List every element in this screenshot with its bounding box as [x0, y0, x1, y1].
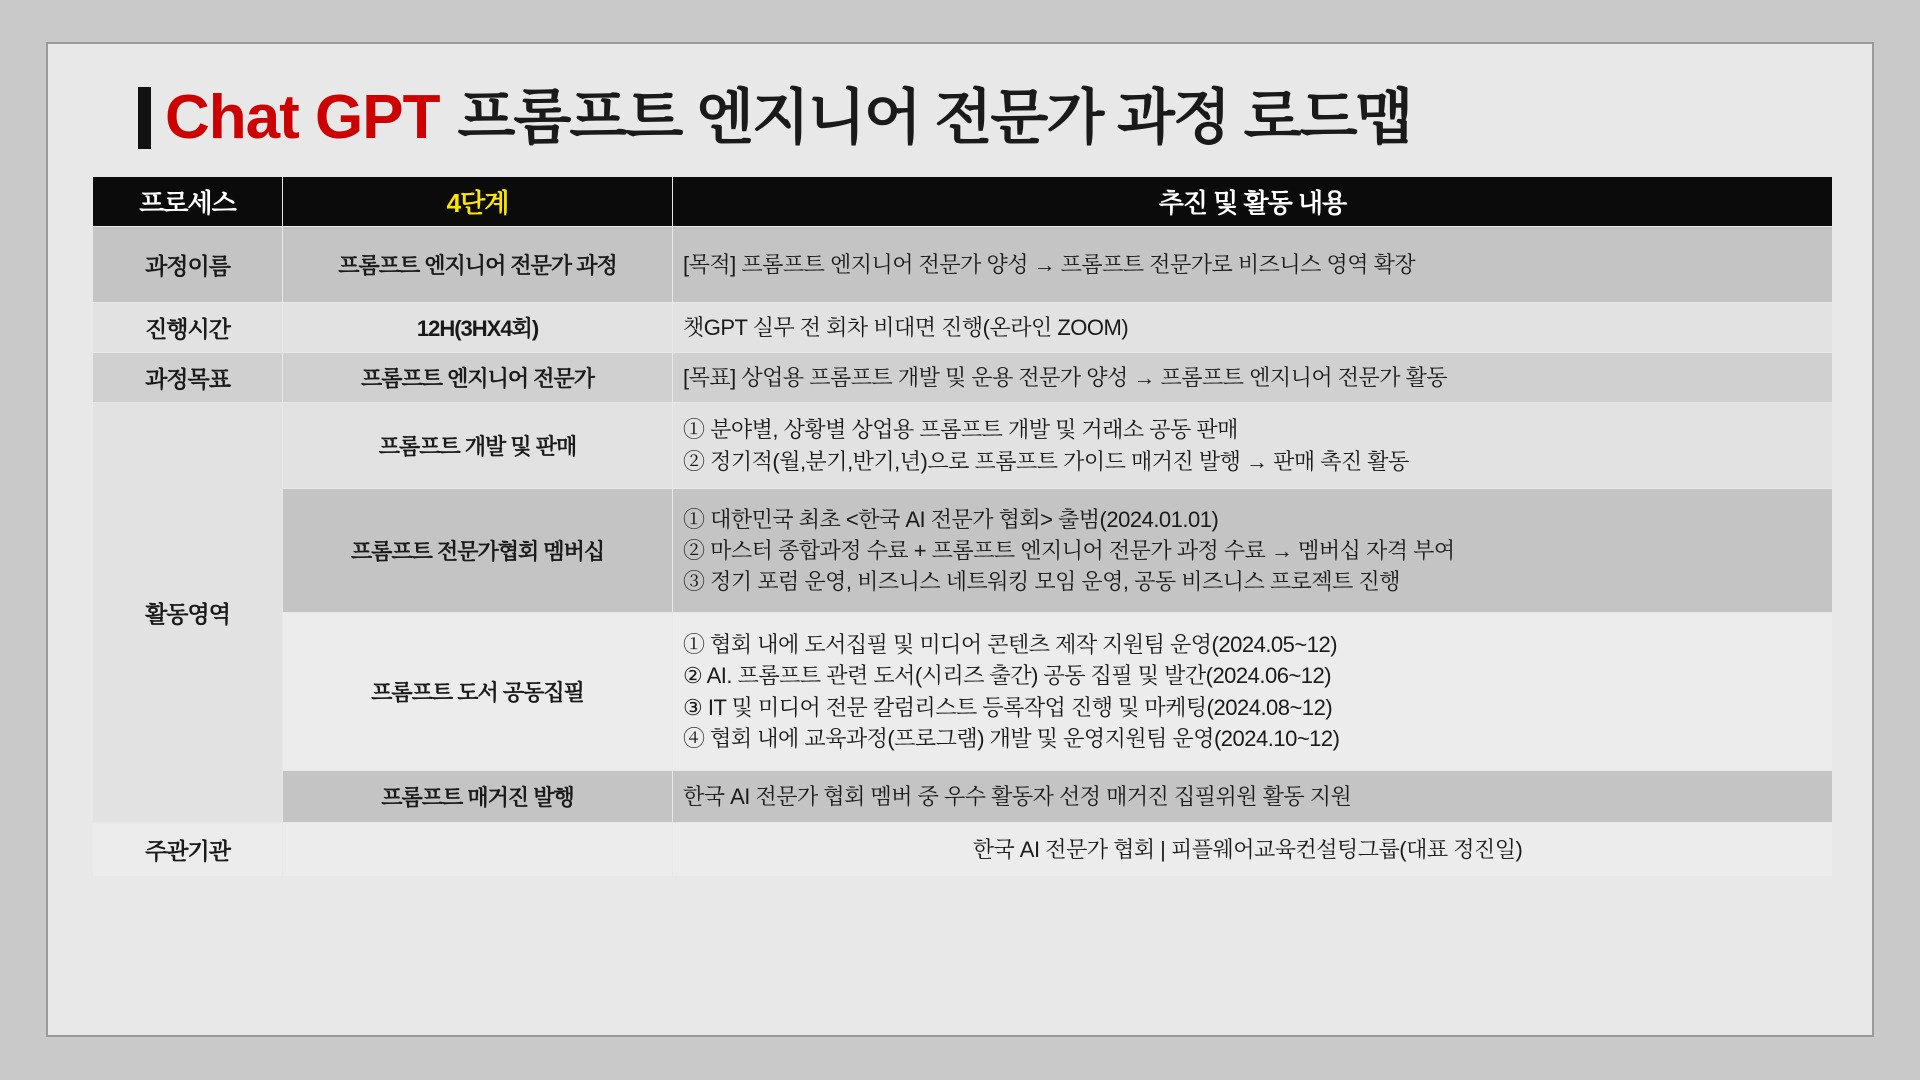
- content-line: ② AI. 프롬프트 관련 도서(시리즈 출간) 공동 집필 및 발간(2024.06~12): [683, 663, 1332, 689]
- row-content: [673, 613, 1833, 771]
- content-line: ① 대한민국 최초 <한국 AI 전문가 협회> 출범(2024.01.01): [683, 506, 1219, 532]
- row-content: [673, 303, 1833, 353]
- row-stage-label: 프롬프트 엔지니어 전문가 과정: [283, 227, 673, 303]
- row-process-label: 과정목표: [93, 353, 283, 403]
- row-stage-label: 프롬프트 전문가협회 멤버십: [283, 489, 673, 613]
- table-body: [93, 227, 1833, 877]
- roadmap-card: [46, 42, 1874, 1037]
- content-line: ③ IT 및 미디어 전문 칼럼리스트 등록작업 진행 및 마케팅(2024.08~12): [683, 694, 1333, 720]
- row-stage-label: 프롬프트 도서 공동집필: [283, 613, 673, 771]
- content-line: [목적] 프롬프트 엔지니어 전문가 양성 → 프롬프트 전문가로 비즈니스 영역 확장: [683, 251, 1416, 277]
- row-process-label-activity: 활동영역: [93, 403, 283, 823]
- table-row: [93, 227, 1833, 303]
- row-process-label: 주관기관: [93, 823, 283, 877]
- table-row: [93, 771, 1833, 823]
- content-line: [목표] 상업용 프롬프트 개발 및 운용 전문가 양성 → 프롬프트 엔지니어 전문가 활동: [683, 364, 1448, 390]
- table-row: [93, 303, 1833, 353]
- row-content: [673, 227, 1833, 303]
- row-process-label: 진행시간: [93, 303, 283, 353]
- row-content: [673, 403, 1833, 489]
- row-process-label: 과정이름: [93, 227, 283, 303]
- content-line: 한국 AI 전문가 협회 멤버 중 우수 활동자 선정 매거진 집필위원 활동 지원: [683, 783, 1352, 809]
- table-row: [93, 403, 1833, 489]
- table-row: [93, 489, 1833, 613]
- roadmap-table: [92, 176, 1833, 877]
- content-line: 한국 AI 전문가 협회 | 피플웨어교육컨설팅그룹(대표 정진일): [972, 836, 1523, 862]
- content-line: ② 마스터 종합과정 수료 + 프롬프트 엔지니어 전문가 과정 수료 → 멤버십 자격 부여: [683, 537, 1455, 563]
- table-header-row: [93, 177, 1833, 227]
- row-stage-label: 12H(3HX4회): [283, 303, 673, 353]
- title-brand: Chat GPT: [165, 83, 440, 152]
- row-stage-label: 프롬프트 매거진 발행: [283, 771, 673, 823]
- content-line: 챗GPT 실무 전 회차 비대면 진행(온라인 ZOOM): [683, 314, 1129, 340]
- row-stage-label: [283, 823, 673, 877]
- content-line: ③ 정기 포럼 운영, 비즈니스 네트워킹 모임 운영, 공동 비즈니스 프로젝트 진행: [683, 569, 1401, 595]
- row-content: [673, 489, 1833, 613]
- header-stage: 4단계: [283, 177, 673, 227]
- row-content: [673, 823, 1833, 877]
- header-process: 프로세스: [93, 177, 283, 227]
- content-line: ① 협회 내에 도서집필 및 미디어 콘텐츠 제작 지원팀 운영(2024.05~12): [683, 632, 1338, 658]
- content-line: ① 분야별, 상황별 상업용 프롬프트 개발 및 거래소 공동 판매: [683, 417, 1238, 443]
- header-content: 추진 및 활동 내용: [673, 177, 1833, 227]
- row-content: [673, 771, 1833, 823]
- content-line: ② 정기적(월,분기,반기,년)으로 프롬프트 가이드 매거진 발행 → 판매 촉진 활동: [683, 448, 1409, 474]
- title-accent-bar: [138, 87, 151, 149]
- content-line: ④ 협회 내에 교육과정(프로그램) 개발 및 운영지원팀 운영(2024.10~12): [683, 725, 1340, 751]
- row-stage-label: 프롬프트 개발 및 판매: [283, 403, 673, 489]
- page-title: [92, 72, 1828, 164]
- table-row: [93, 353, 1833, 403]
- title-rest: 프롬프트 엔지니어 전문가 과정 로드맵: [457, 84, 1412, 151]
- table-row: [93, 823, 1833, 877]
- row-stage-label: 프롬프트 엔지니어 전문가: [283, 353, 673, 403]
- table-header: [93, 177, 1833, 227]
- row-content: [673, 353, 1833, 403]
- table-row: [93, 613, 1833, 771]
